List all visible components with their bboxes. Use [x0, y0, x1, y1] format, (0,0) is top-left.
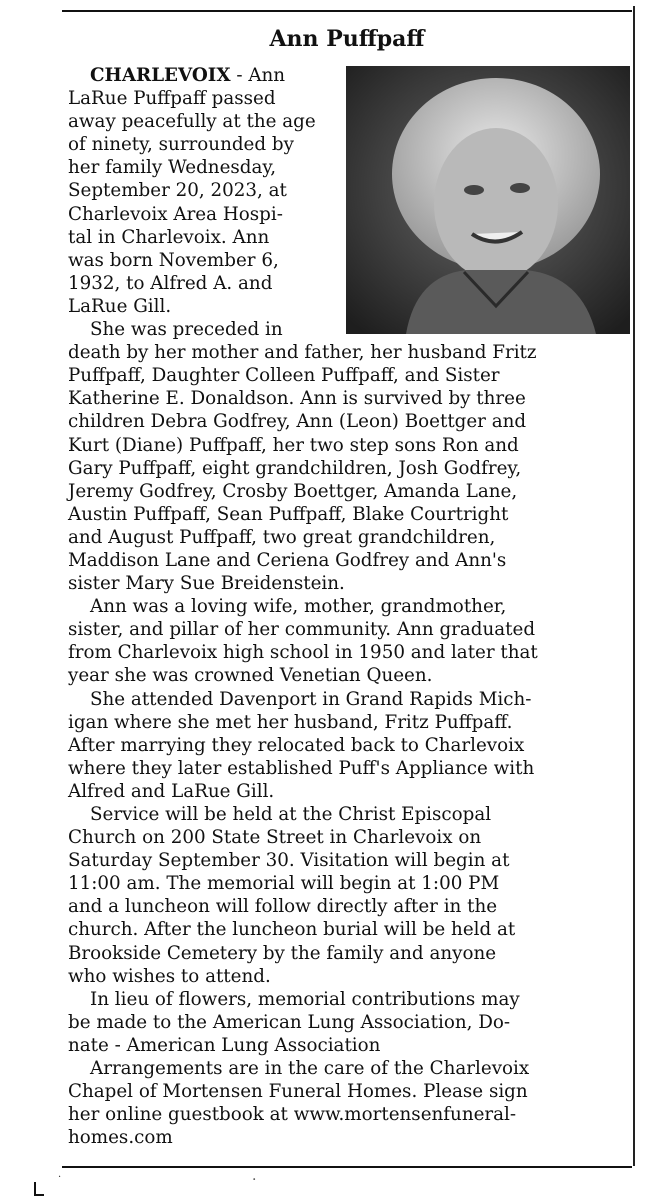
text-line: igan where she met her husband, Fritz Puffpaff. [68, 711, 513, 733]
text-line: nate - American Lung Association [68, 1034, 381, 1056]
text-line: Katherine E. Donaldson. Ann is survived by three [68, 388, 526, 410]
text-line: She was preceded in [90, 319, 283, 341]
text-line: Ann was a loving wife, mother, grandmother, [90, 596, 507, 618]
crop-mark [34, 1182, 44, 1196]
text-line: was born November 6, [68, 249, 279, 271]
obituary-body [68, 64, 628, 1149]
text-line: 1932, to Alfred A. and [68, 272, 273, 294]
text-line: of ninety, surrounded by [68, 134, 294, 156]
text-line: homes.com [68, 1127, 173, 1149]
text-line: death by her mother and father, her husband Fritz [68, 342, 537, 364]
text-line: She attended Davenport in Grand Rapids Mich- [90, 688, 532, 710]
text-line: Kurt (Diane) Puffpaff, her two step sons Ron and [68, 434, 519, 456]
text-line: Church on 200 State Street in Charlevoix on [68, 827, 482, 849]
text-line: After marrying they relocated back to Charlevoix [68, 734, 525, 756]
text-line: and a luncheon will follow directly after in the [68, 896, 498, 918]
text-line: Brookside Cemetery by the family and anyone [68, 942, 497, 964]
text-line: sister Mary Sue Breidenstein. [68, 573, 345, 595]
text-line: September 20, 2023, at [68, 180, 287, 202]
text-line: LaRue Gill. [68, 295, 172, 317]
scan-speck: · [58, 1172, 62, 1183]
text-line: Chapel of Mortensen Funeral Homes. Please sign [68, 1081, 528, 1103]
bottom-rule [62, 1166, 632, 1168]
text-line: from Charlevoix high school in 1950 and later that [68, 642, 538, 664]
text-line: Alfred and LaRue Gill. [68, 780, 275, 802]
text-line: Maddison Lane and Ceriena Godfrey and Ann's [68, 549, 507, 571]
text-line: Charlevoix Area Hospi- [68, 203, 283, 225]
text-line: church. After the luncheon burial will be held at [68, 919, 516, 941]
obituary-title: Ann Puffpaff [269, 26, 425, 52]
top-rule [62, 10, 632, 12]
text-line: Austin Puffpaff, Sean Puffpaff, Blake Courtright [68, 503, 509, 525]
text-line: her online guestbook at www.mortensenfuneral- [68, 1104, 517, 1126]
scan-speck: · [252, 1172, 257, 1188]
text-line: tal in Charlevoix. Ann [68, 226, 270, 248]
text-line: who wishes to attend. [68, 965, 271, 987]
column-rule [633, 6, 635, 1166]
text-line: sister, and pillar of her community. Ann graduated [68, 619, 536, 641]
text-line: CHARLEVOIX - Ann [90, 65, 286, 86]
text-line: her family Wednesday, [68, 157, 277, 179]
text-line: LaRue Puffpaff passed [68, 88, 276, 110]
text-line: away peacefully at the age [68, 111, 316, 133]
text-line: Saturday September 30. Visitation will begin at [68, 850, 510, 872]
text-line: Service will be held at the Christ Episcopal [90, 804, 492, 825]
text-line: Arrangements are in the care of the Charlevoix [90, 1058, 530, 1080]
text-line: 11:00 am. The memorial will begin at 1:00 PM [68, 873, 500, 895]
text-line: where they later established Puff's Appliance with [68, 757, 535, 779]
text-line: Gary Puffpaff, eight grandchildren, Josh Godfrey, [68, 457, 522, 479]
text-line: children Debra Godfrey, Ann (Leon) Boettger and [68, 411, 527, 433]
text-line: and August Puffpaff, two great grandchildren, [68, 526, 496, 548]
text-line: Puffpaff, Daughter Colleen Puffpaff, and Sister [68, 365, 500, 387]
text-line: be made to the American Lung Association, Do- [68, 1011, 511, 1033]
text-line: year she was crowned Venetian Queen. [68, 665, 433, 687]
text-line: Jeremy Godfrey, Crosby Boettger, Amanda Lane, [68, 480, 518, 502]
text-line: In lieu of flowers, memorial contributions may [90, 988, 520, 1010]
